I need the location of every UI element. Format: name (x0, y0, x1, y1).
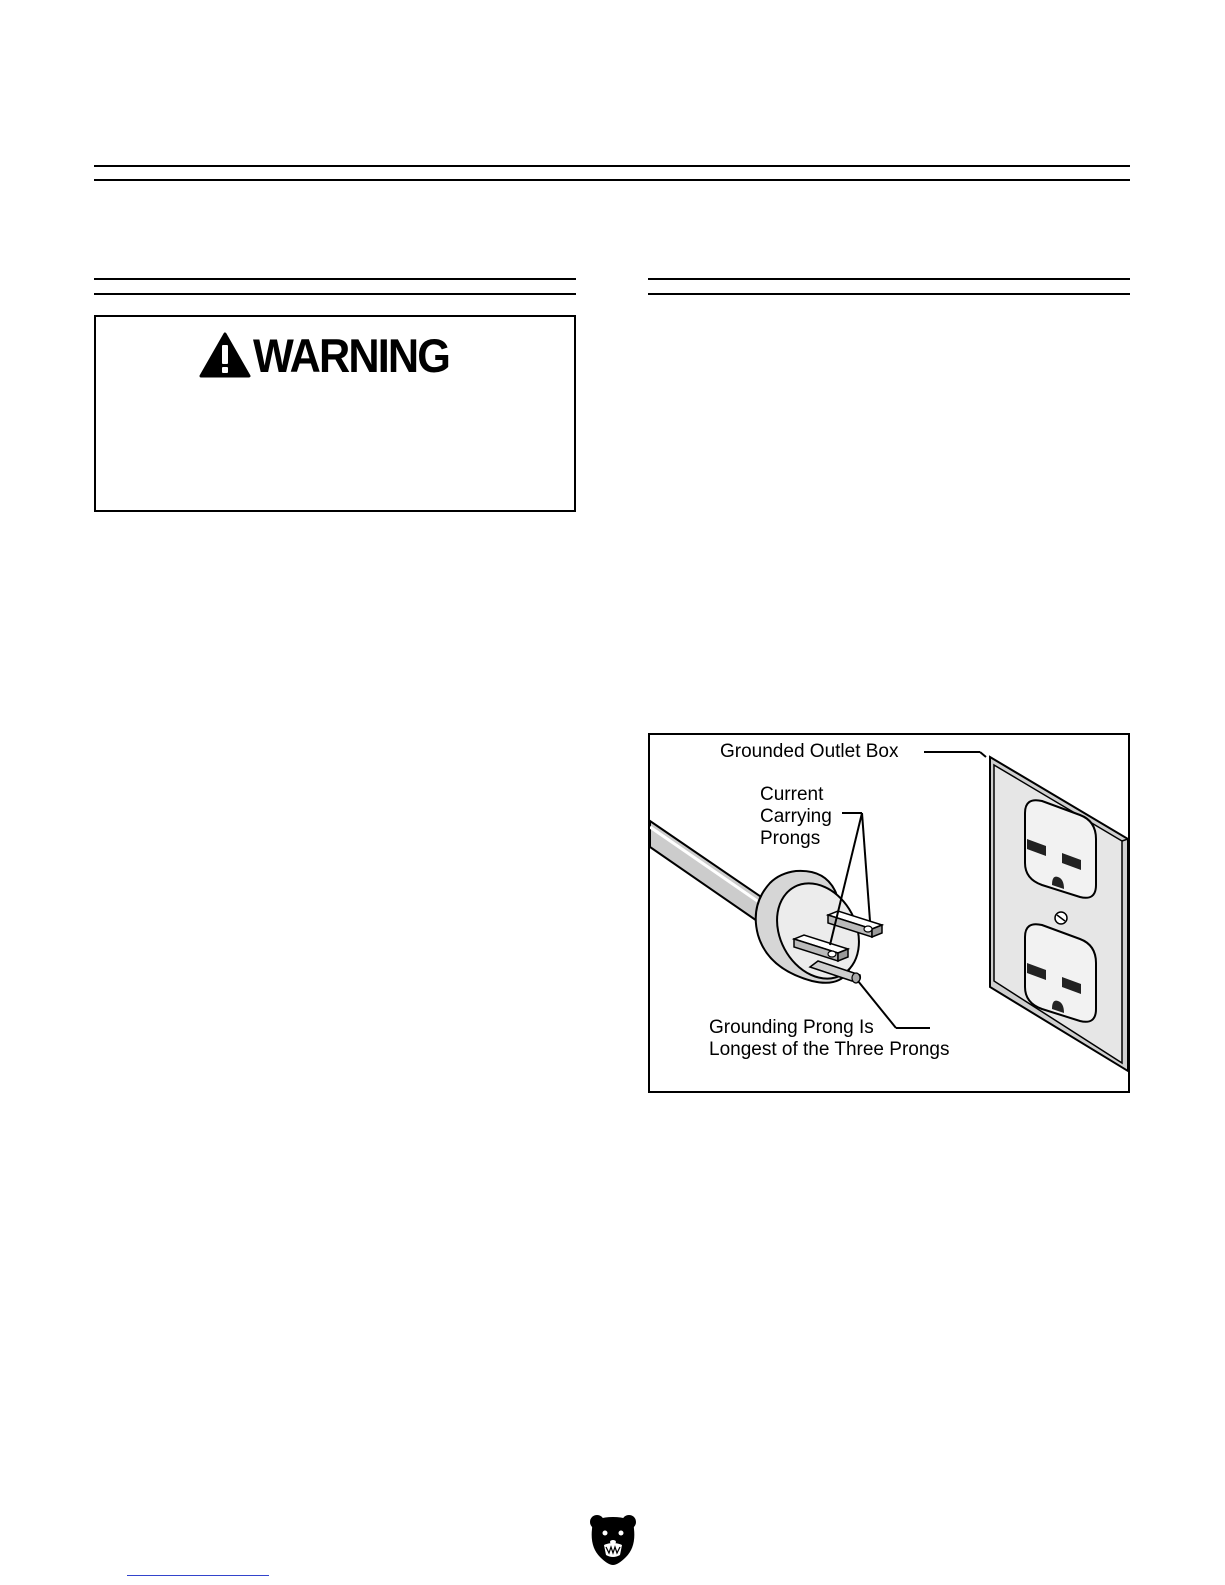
callout-current-line1: Current (760, 784, 824, 805)
outlet-plate (990, 757, 1128, 1071)
warning-label: WARNING (253, 328, 450, 382)
callout-leaders (830, 752, 986, 1028)
warning-header (199, 328, 466, 382)
header-rule-top (94, 165, 1130, 167)
left-section-rule-bottom (94, 293, 576, 295)
grounded-outlet-figure (648, 733, 1130, 1093)
warning-triangle-icon (199, 332, 251, 378)
warning-box (94, 315, 576, 512)
header-rule-bottom (94, 179, 1130, 181)
callout-grounded-outlet-box: Grounded Outlet Box (720, 741, 899, 762)
callout-grounding-line1: Grounding Prong Is (709, 1017, 874, 1038)
bear-head-logo-icon (588, 1513, 638, 1572)
footer-link-underline[interactable] (127, 1575, 269, 1576)
callout-current-line2: Carrying (760, 806, 832, 827)
left-section-rule-top (94, 278, 576, 280)
right-section-rule-top (648, 278, 1130, 280)
right-section-rule-bottom (648, 293, 1130, 295)
callout-grounding-line2: Longest of the Three Prongs (709, 1039, 950, 1060)
power-cord (650, 821, 770, 923)
callout-current-line3: Prongs (760, 828, 821, 849)
